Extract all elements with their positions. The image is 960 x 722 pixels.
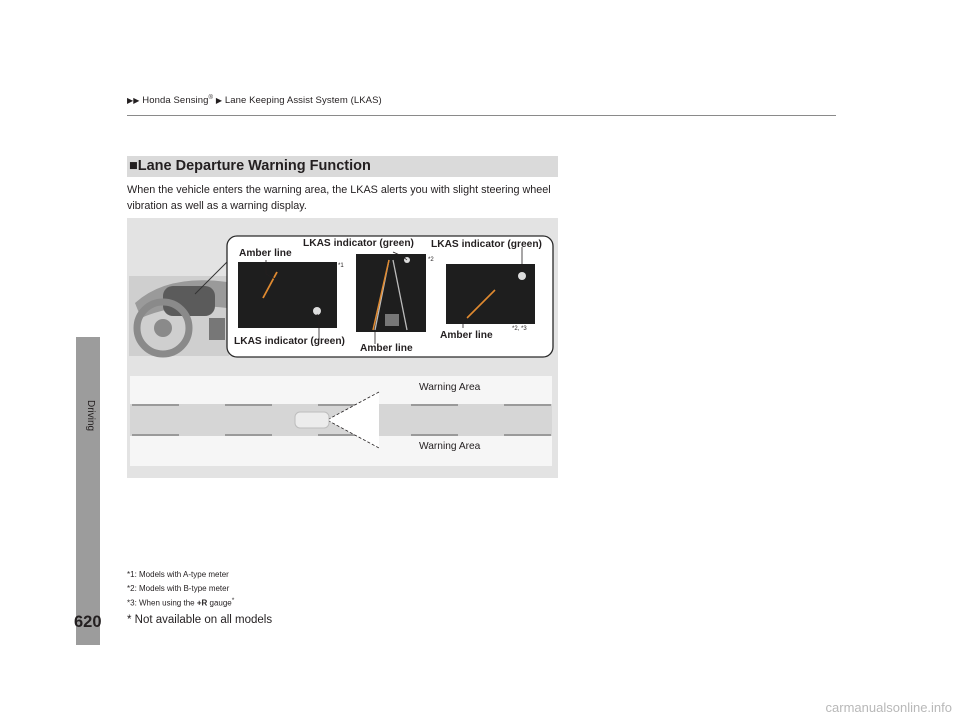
lkas-indicator-mark-1 (313, 307, 321, 315)
label-lkas-top-right: LKAS indicator (green) (431, 239, 542, 250)
chapter-tab-label: Driving (85, 400, 96, 432)
vehicle-mark (385, 314, 399, 326)
breadcrumb-arrow-icon: ▶▶ (127, 96, 140, 106)
body-paragraph: When the vehicle enters the warning area, the LKAS alerts you with slight steering wheel vibration as well as a warning display. (127, 184, 551, 212)
footnote-3 (127, 597, 234, 608)
footnote-1 (127, 570, 229, 579)
road-illustration (130, 376, 552, 466)
breadcrumb-arrow-icon: ▶ (215, 96, 223, 106)
footnote-mark: *1 (127, 570, 135, 579)
note-mark-2: *2 (428, 257, 434, 263)
header-rule (127, 115, 836, 116)
label-lkas-bottom-left: LKAS indicator (green) (234, 336, 345, 347)
label-amber-line-2: Amber line (360, 343, 413, 354)
footnote-mark: *2 (127, 584, 135, 593)
upper-lane (130, 376, 552, 404)
lkas-indicator-mark-3 (518, 272, 526, 280)
vehicle-icon (295, 412, 329, 428)
label-amber-line-1: Amber line (239, 248, 292, 259)
label-lkas-top-center: LKAS indicator (green) (303, 238, 414, 249)
breadcrumb-level2[interactable]: Lane Keeping Assist System (LKAS) (224, 95, 382, 107)
section-title (129, 158, 371, 174)
chapter-tab-label-wrap (74, 400, 104, 450)
section-title-text: Lane Departure Warning Function (137, 158, 371, 174)
warning-area-top-label: Warning Area (419, 382, 481, 393)
chapter-tab[interactable] (76, 337, 100, 645)
breadcrumb (127, 95, 382, 106)
footnote-text: : Models with B-type meter (134, 584, 230, 593)
meter-screen-c (446, 264, 535, 324)
footnote-text: : When using the (134, 598, 197, 608)
footnote-text: : Models with A-type meter (134, 570, 229, 579)
breadcrumb-level1[interactable]: Honda Sensing (142, 95, 209, 107)
note-mark-23: *2, *3 (512, 326, 527, 332)
warning-area-bottom-label: Warning Area (419, 441, 481, 452)
availability-note: * Not available on all models (127, 614, 273, 626)
page-number: 620 (74, 613, 102, 631)
footnote-suffix: gauge (207, 598, 232, 608)
section-marker-icon: ■ (129, 158, 138, 174)
footnote-sup: * (231, 597, 235, 604)
lkas-illustration (127, 218, 558, 478)
lower-lane (130, 436, 552, 466)
registered-mark: ® (208, 95, 214, 101)
footnote-mark: *3 (127, 598, 135, 608)
label-amber-line-3: Amber line (440, 330, 493, 341)
footnote-2 (127, 584, 229, 593)
note-mark-1: *1 (338, 263, 344, 269)
footnote-bold: +R (196, 598, 208, 608)
meter-screen-b (356, 254, 426, 332)
meter-screen-a (238, 262, 337, 328)
watermark[interactable]: carmanualsonline.info (825, 700, 952, 715)
